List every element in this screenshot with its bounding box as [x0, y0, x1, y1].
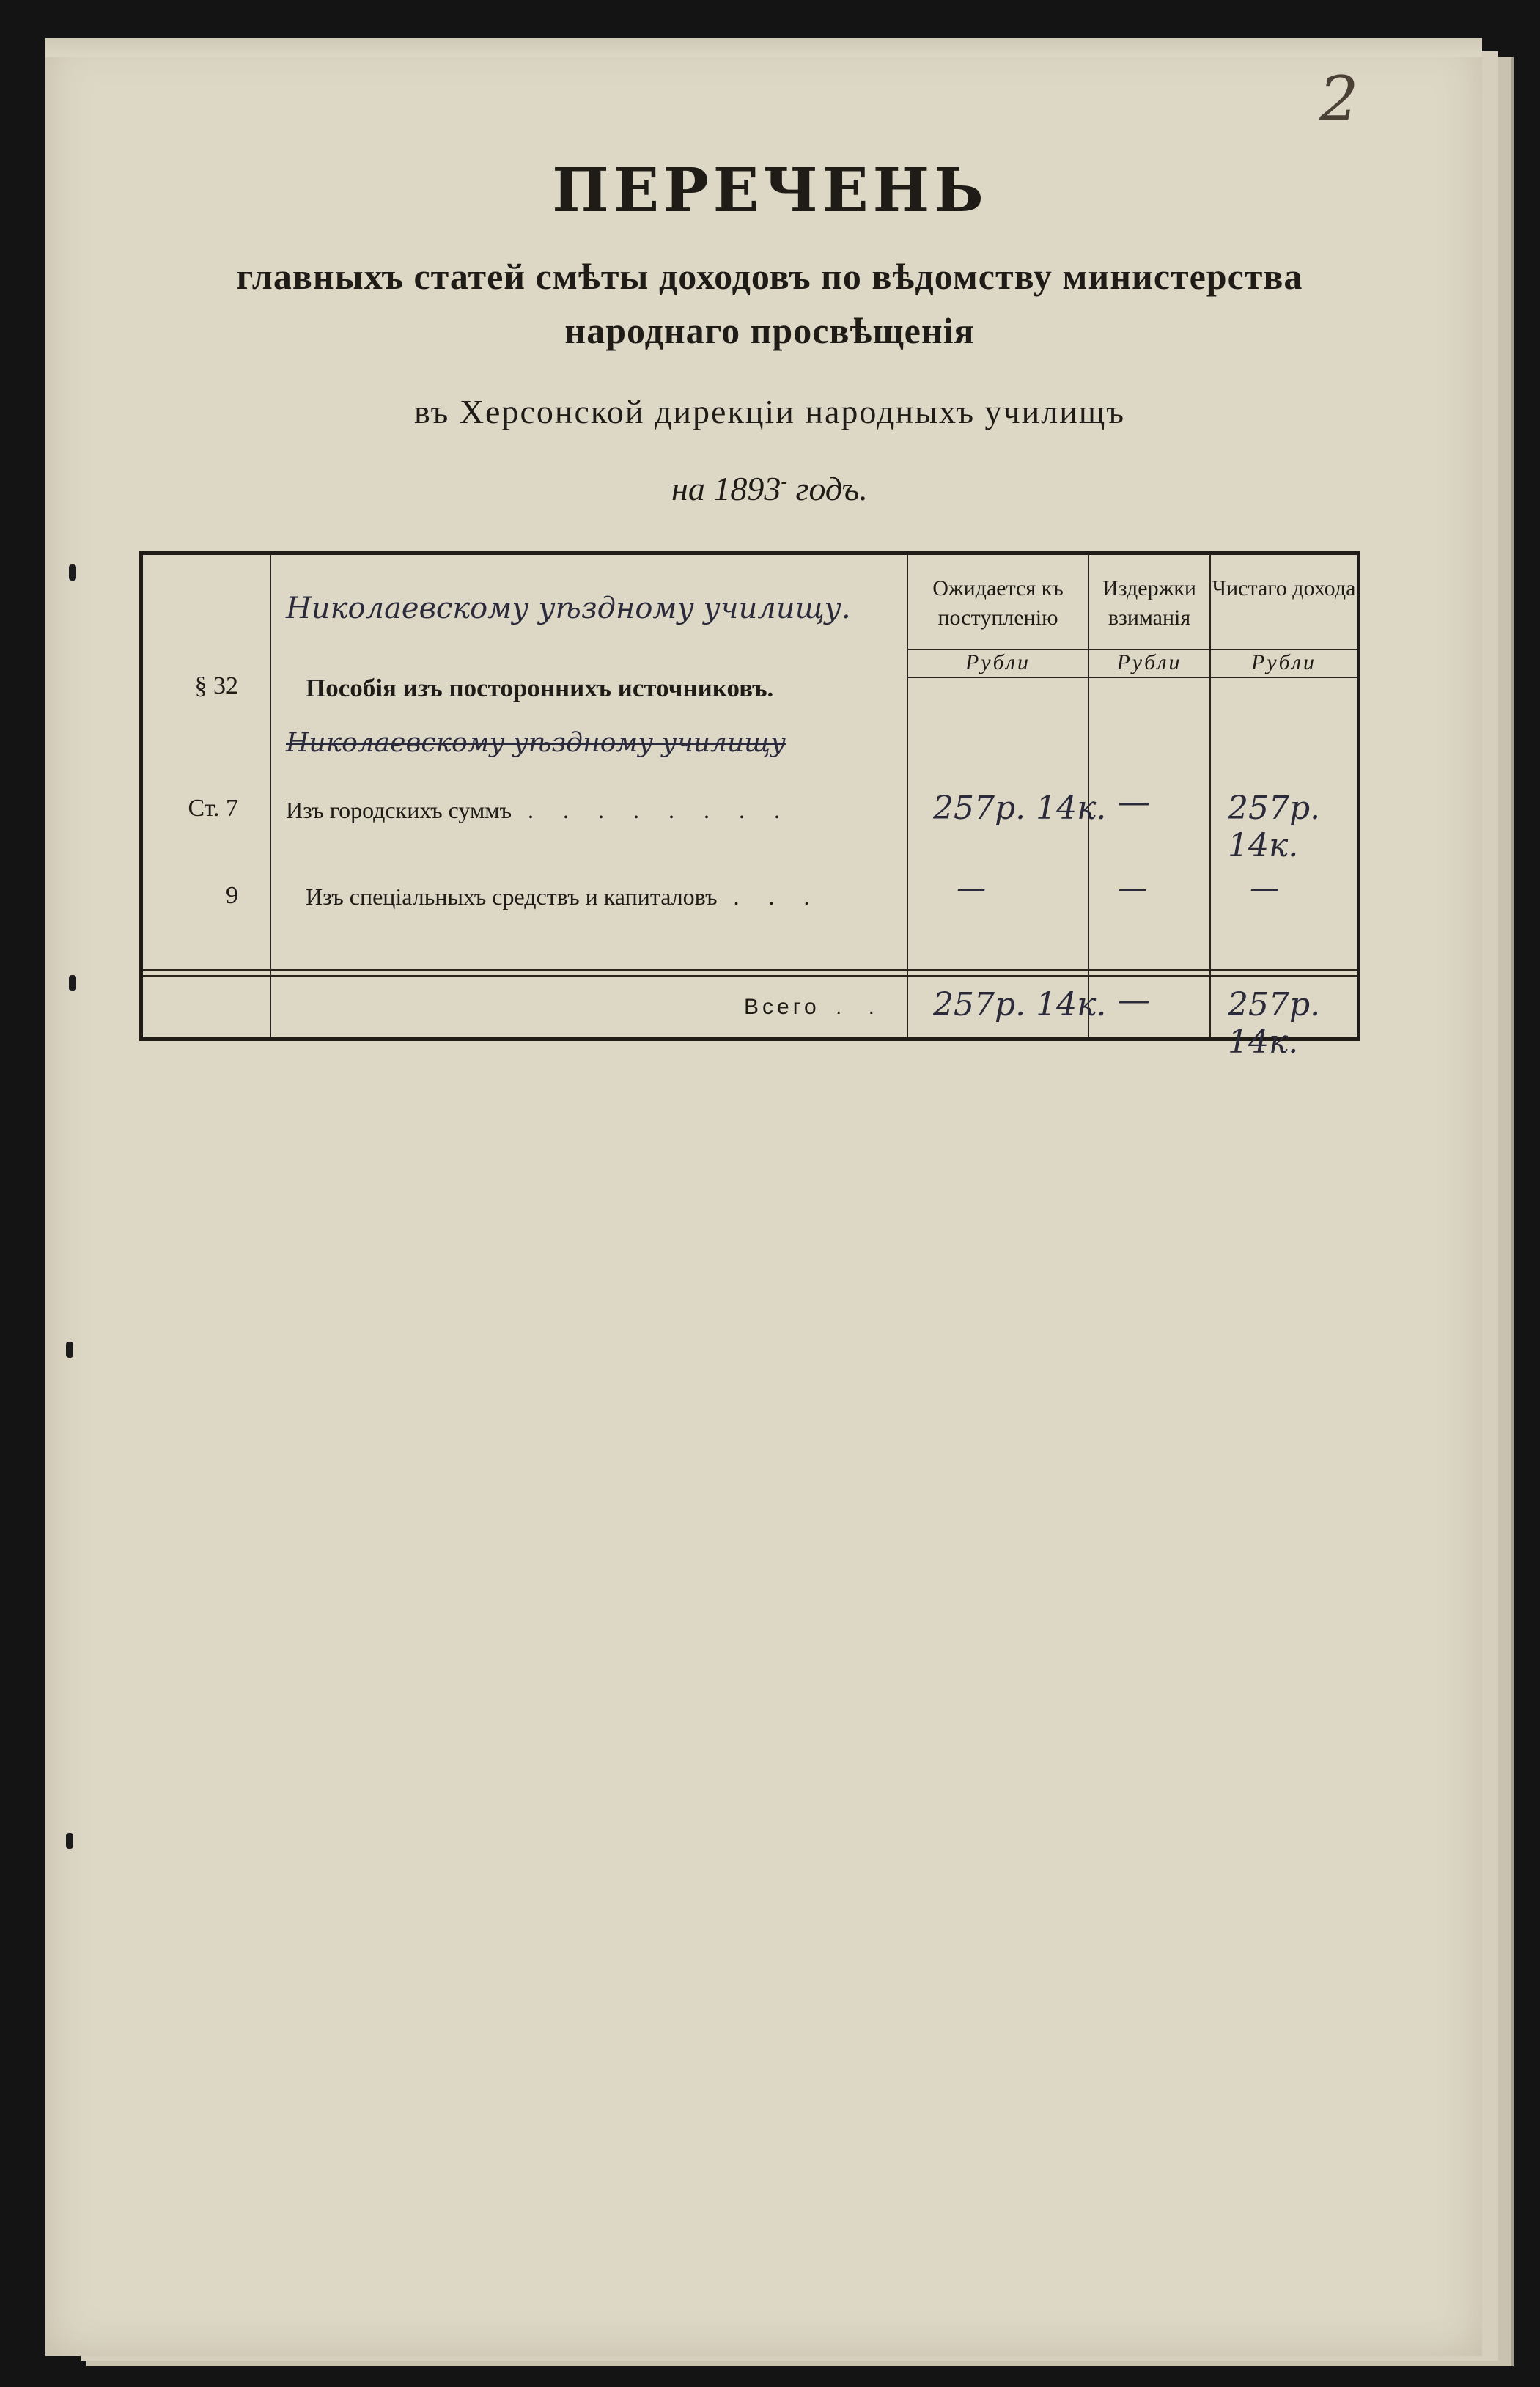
- total-net: 257р. 14к.: [1228, 986, 1321, 1061]
- binding-hole: [66, 1342, 73, 1358]
- year-suffix: годъ.: [795, 470, 868, 507]
- net-value: 257р. 14к.: [1228, 790, 1321, 864]
- document-title: ПЕРЕЧЕНЬ: [552, 155, 988, 226]
- costs-value: —: [1118, 784, 1150, 821]
- directorate-line: въ Херсонской дирекціи народныхъ училищъ: [413, 393, 1126, 430]
- costs-value: —: [1118, 872, 1147, 905]
- income-table: [139, 551, 1360, 1061]
- total-costs: —: [1118, 982, 1150, 1019]
- subtitle-line-1: главныхъ статей смѣты доходовъ по вѣдомству министерства: [236, 256, 1303, 297]
- column-header-expected: Ожидается къ поступленію: [932, 576, 1064, 630]
- total-divider-double: [143, 975, 1357, 976]
- unit-expected: Рубли: [965, 650, 1031, 674]
- column-header-net: Чистаго дохода: [1212, 576, 1356, 600]
- leader-dots: . . .: [733, 883, 822, 910]
- year-value: 1893: [713, 470, 781, 507]
- binding-hole: [69, 975, 76, 991]
- year-line: на 1893- годъ.: [671, 470, 868, 507]
- column-header-costs: Издержки взиманія: [1102, 576, 1196, 630]
- unit-costs: Рубли: [1116, 650, 1182, 674]
- binding-hole: [66, 1833, 73, 1849]
- expected-value: —: [957, 872, 986, 905]
- total-expected: 257р. 14к.: [933, 986, 1107, 1023]
- leader-dots: . . . . . . . .: [528, 797, 792, 823]
- page-number: 2: [1319, 63, 1359, 135]
- column-divider: [270, 555, 271, 1037]
- total-label-text: Всего: [744, 995, 820, 1019]
- handwritten-school-name: Николаевскому уѣздному училищу.: [286, 592, 851, 625]
- row-code: Ст. 7: [188, 795, 238, 822]
- row-label: [286, 797, 792, 824]
- subtitle-line-2: народнаго просвѣщенія: [564, 310, 975, 351]
- row-label: [306, 883, 822, 911]
- row-label-text: Изъ спеціальныхъ средствъ и капиталовъ: [306, 883, 718, 910]
- document-page: [45, 38, 1482, 2356]
- torn-top-edge: [45, 38, 1482, 57]
- total-label: [744, 995, 885, 1020]
- unit-divider: [907, 677, 1357, 678]
- total-divider: [143, 969, 1357, 971]
- leader-dots: . .: [836, 995, 885, 1019]
- net-value: —: [1250, 872, 1279, 905]
- section-code: § 32: [194, 672, 238, 699]
- row-code: 9: [226, 882, 238, 909]
- struck-handwritten-note: Николаевскому уѣздному училищу: [286, 728, 786, 758]
- binding-hole: [69, 564, 76, 581]
- row-label-text: Изъ городскихъ суммъ: [286, 797, 512, 823]
- column-divider: [1209, 555, 1211, 1037]
- expected-value: 257р. 14к.: [933, 790, 1107, 827]
- unit-net: Рубли: [1250, 650, 1317, 674]
- year-prefix: на: [671, 470, 705, 507]
- section-title: Пособія изъ постороннихъ источниковъ.: [306, 674, 774, 702]
